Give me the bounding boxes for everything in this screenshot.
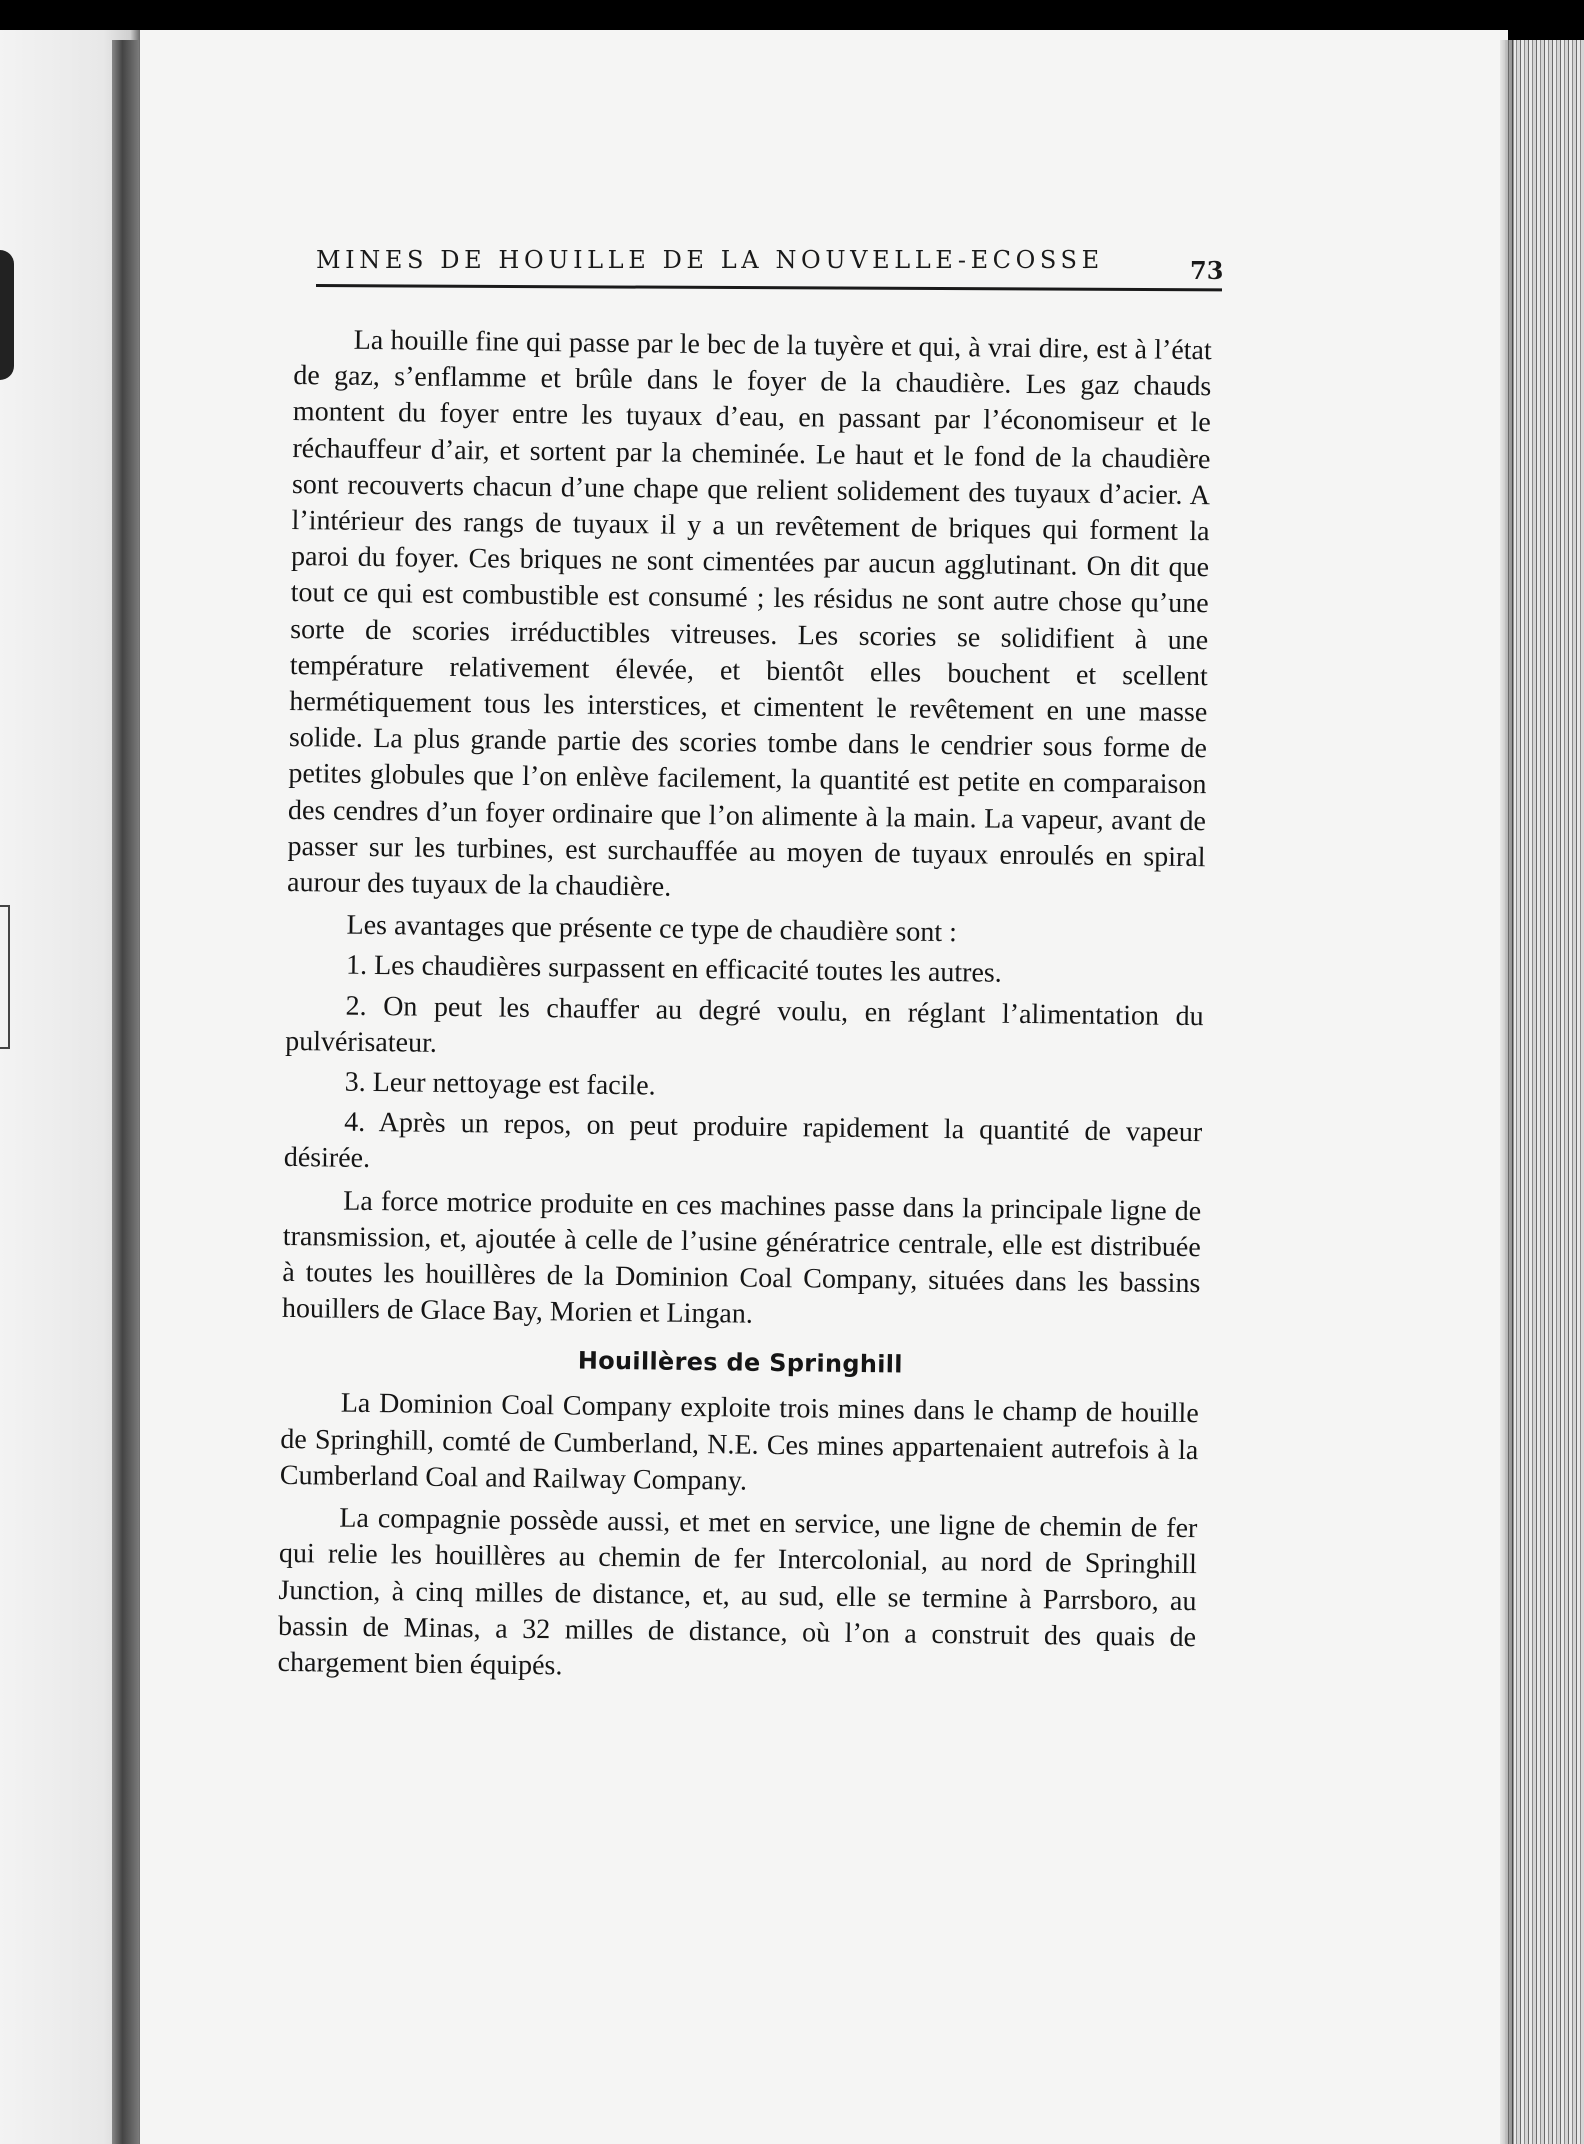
page-body [277, 322, 1212, 1692]
paragraph-springhill-mines: La Dominion Coal Company exploite trois mines dans le champ de houille de Springhill, comté de Cumberland, N.E. Ces mines appartenaient autrefois à la Cumberland Coal and Railway Company. [279, 1388, 1199, 1497]
page-edge-shadow [1500, 40, 1514, 2144]
page-stack-edges [1505, 40, 1584, 2144]
left-page-bracket-mark [0, 905, 10, 1049]
paragraph-springhill-railway: La compagnie possède aussi, et met en service, une ligne de chemin de fer qui relie les houillères au chemin de fer Intercolonial, au nord de Springhill Junction, à cinq milles de distance, et, au sud, elle se termine à Parrsboro, au bassin de Minas, a 32 milles de distance, où l’on a construit des quais de chargement bien équipés. [277, 1502, 1198, 1682]
running-header: MINES DE HOUILLE DE LA NOUVELLE-ECOSSE [316, 246, 1104, 274]
left-page-ink-mark [0, 250, 14, 380]
advantage-item-4: 4. Après un repos, on peut produire rapidement la quantité de vapeur désirée. [283, 1106, 1203, 1175]
paragraph-motive-force: La force motrice produite en ces machines passe dans la principale ligne de transmission, et, ajoutée à celle de l’usine génératrice centrale, elle est distribuée à toutes les houillères de la Dominion Coal Company, situées dans les bassins houillers de Glace Bay, Morien et Lingan. [281, 1185, 1202, 1330]
advantage-item-2: 2. On peut les chauffer au degré voulu, en réglant l’alimentation du pulvérisateur. [285, 990, 1204, 1059]
book-gutter [112, 40, 138, 2144]
paragraph-advantages-intro: Les avantages que présente ce type de chaudière sont : [346, 909, 958, 949]
section-heading-springhill: Houillères de Springhill [577, 1347, 903, 1379]
advantage-item-3: 3. Leur nettoyage est facile. [344, 1066, 656, 1102]
page-number: 73 [1190, 256, 1224, 285]
paragraph-boiler-combustion: La houille fine qui passe par le bec de la tuyère et qui, à vrai dire, est à l’état de gaz, s’enflamme et brûle dans le foyer de la chaudière. Les gaz chauds montent du foyer entre les tuyaux d’eau, en passant par l’économiseur et le réchauffeur d’air, et sortent par la cheminée. Le haut et le fond de la chaudière sont recouverts chacun d’une chape que relient solidement des tuyaux d’acier. A l’intérieur des rangs de tuyaux il y a un revêtement de briques qui forment la paroi du foyer. Ces briques ne sont cimentées par aucun agglutinant. On dit que tout ce qui est combustible est consumé ; les résidus ne sont autre chose qu’une sorte de scories irréductibles vitreuses. Les scories se solidifient à une température relativement élevée, et bientôt elles bouchent et scellent hermétiquement tous les interstices, et cimentent le revêtement en une masse solide. La plus grande partie des scories tombe dans le cendrier sous forme de petites globules que l’on enlève facilement, la quantité est petite en comparaison des cendres d’un foyer ordinaire que l’on alimente à la main. La vapeur, avant de passer sur les turbines, est surchauffée au moyen de tuyaux enroulés en spiral aurour des tuyaux de la chaudière. [286, 324, 1212, 903]
advantage-item-1: 1. Les chaudières surpassent en efficacité toutes les autres. [345, 950, 1002, 990]
